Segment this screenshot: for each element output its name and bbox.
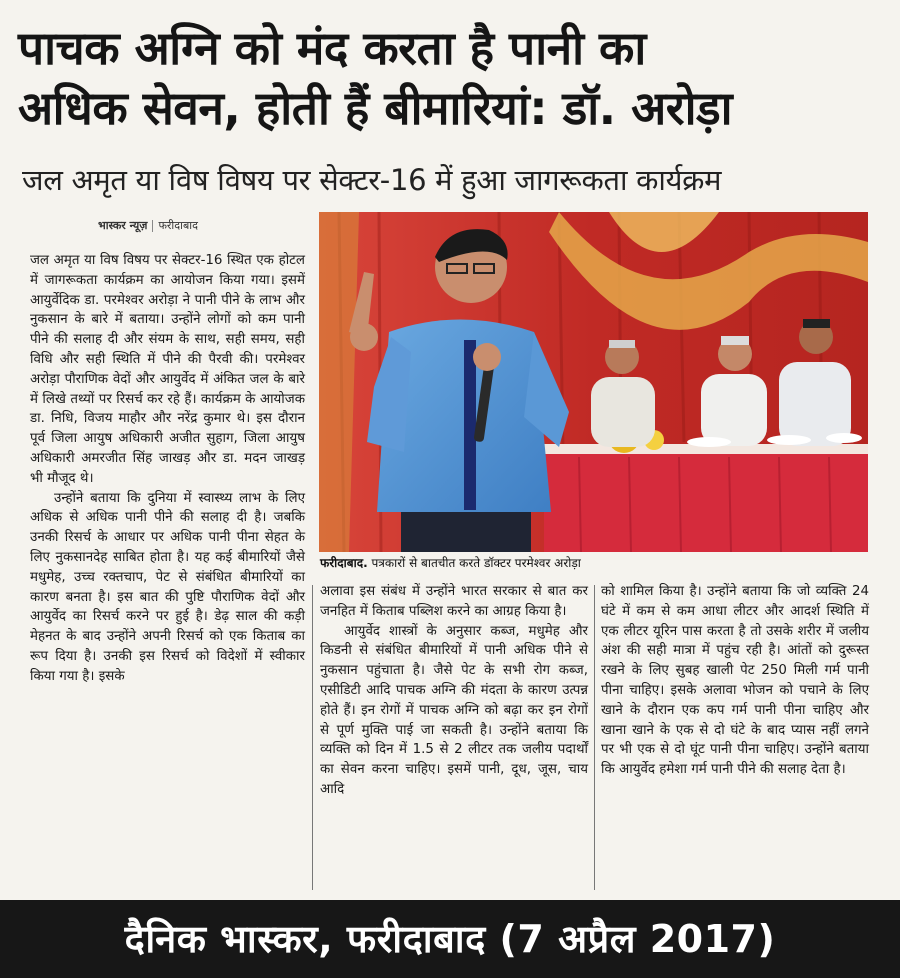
byline-divider: [152, 220, 153, 232]
news-photo-illustration: [319, 212, 868, 552]
footer-label: दैनिक भास्कर, फरीदाबाद (7 अप्रैल 2017): [124, 917, 776, 961]
column-divider-2: [594, 585, 595, 890]
headline-line-2: अधिक सेवन, होती हैं बीमारियां: डॉ. अरोड़ा: [18, 81, 733, 135]
article-column-3: [601, 582, 869, 780]
caption-text: पत्रकारों से बातचीत करते डॉक्टर परमेश्वर अरोड़ा: [371, 556, 581, 570]
article-column-2: [320, 582, 588, 800]
column-1-paragraph-1: जल अमृत या विष विषय पर सेक्टर-16 स्थित एक होटल में जागरूकता कार्यक्रम का आयोजन किया गया। इसमें आयुर्वेदिक डा. परमेश्वर अरोड़ा ने पानी पीने के लाभ और नुकसान के बारे में बताया। उन्होंने लोगों को कम पानी पीने की सलाह दी और संयम के साथ, सही समय, सही विधि और सही स्थिति में पीने की पैरवी की। परमेश्वर अरोड़ा पौराणिक वेदों और आयुर्वेद में अंकित जल के बारे में लिखे तथ्यों पर रिसर्च कर रहे हैं। कार्यक्रम के आयोजक डा. निधि, विजय माहौर और नरेंद्र कुमार थे। इस दौरान पूर्व जिला आयुष अधिकारी अजीत सुहाग, जिला आयुष अधिकारी अमरजीत सिंह जाखड़ और डा. मदन जाखड़ भी मौजूद थे।: [30, 253, 305, 486]
headline: [18, 18, 884, 138]
column-2-paragraph-1: अलावा इस संबंध में उन्होंने भारत सरकार से बात कर जनहित में किताब पब्लिश करने का आग्रह किया है।: [320, 584, 588, 619]
headline-line-1: पाचक अग्नि को मंद करता है पानी का: [18, 21, 646, 75]
byline: [98, 218, 198, 233]
subheadline: जल अमृत या विष विषय पर सेक्टर-16 में हुआ जागरूकता कार्यक्रम: [22, 163, 722, 197]
byline-city: फरीदाबाद: [158, 219, 198, 232]
caption-city: फरीदाबाद.: [320, 556, 368, 570]
article-column-1: [30, 251, 305, 687]
photo-caption: [320, 555, 868, 571]
column-1-paragraph-2: उन्होंने बताया कि दुनिया में स्वास्थ्य लाभ के लिए अधिक से अधिक पानी पीने की सलाह दी है। जबकि उनकी रिसर्च के आधार पर अधिक पानी पीना सेहत के लिए नुकसानदेह साबित होता है। यह कई बीमारियों जैसे मधुमेह, उच्च रक्तचाप, पेट से संबंधित बीमारियों का कारण बनता है। इस बात की पुष्टि पौराणिक वेदों और आयुर्वेद का रिसर्च करने पर हुई है। डेढ़ साल की कड़ी मेहनत के बाद उन्होंने अपनी रिसर्च को एक किताब का रूप दिया है। उनकी इस रिसर्च को विदेशों में स्वीकार किया गया है। इसके: [30, 490, 305, 684]
footer-banner: [0, 900, 900, 978]
column-divider-1: [312, 585, 313, 890]
column-2-paragraph-2: आयुर्वेद शास्त्रों के अनुसार कब्ज, मधुमेह और किडनी से संबंधित बीमारियों में पानी अधिक पीने से नुकसान पहुंचाता है। जैसे पेट के सभी रोग कब्ज, एसीडिटी आदि पाचक अग्नि की मंदता के कारण उत्पन्न होते हैं। इन रोगों में पाचक अग्नि को बढ़ा कर इन रोगों से पूर्ण मुक्ति पाई जा सकती है। उन्होंने बताया कि व्यक्ति को दिन में 1.5 से 2 लीटर तक जलीय पदार्थों का सेवन करना चाहिए। इसमें पानी, दूध, जूस, चाय आदि: [320, 623, 588, 797]
byline-source: भास्कर न्यूज़: [98, 219, 148, 232]
column-3-paragraph-1: को शामिल किया है। उन्होंने बताया कि जो व्यक्ति 24 घंटे में कम से कम आधा लीटर और आदर्श स्थिति में एक लीटर यूरिन पास करता है तो उसके शरीर में जलीय अंश की सही मात्रा में पहुंच रही है। आंतों को दुरूस्त रखने के लिए सुबह खाली पेट 250 मिली गर्म पानी पीना चाहिए। इसके अलावा भोजन को पचाने के लिए खाने के दौरान एक कप गर्म पानी पीना चाहिए और खाना खाने के एक से दो घंटे के बाद प्यास नहीं लगने पर भी एक से दो घूंट पानी पीना चाहिए। उन्होंने बताया कि आयुर्वेद हमेशा गर्म पानी पीने की सलाह देता है।: [601, 584, 869, 778]
news-photo: [319, 212, 868, 552]
